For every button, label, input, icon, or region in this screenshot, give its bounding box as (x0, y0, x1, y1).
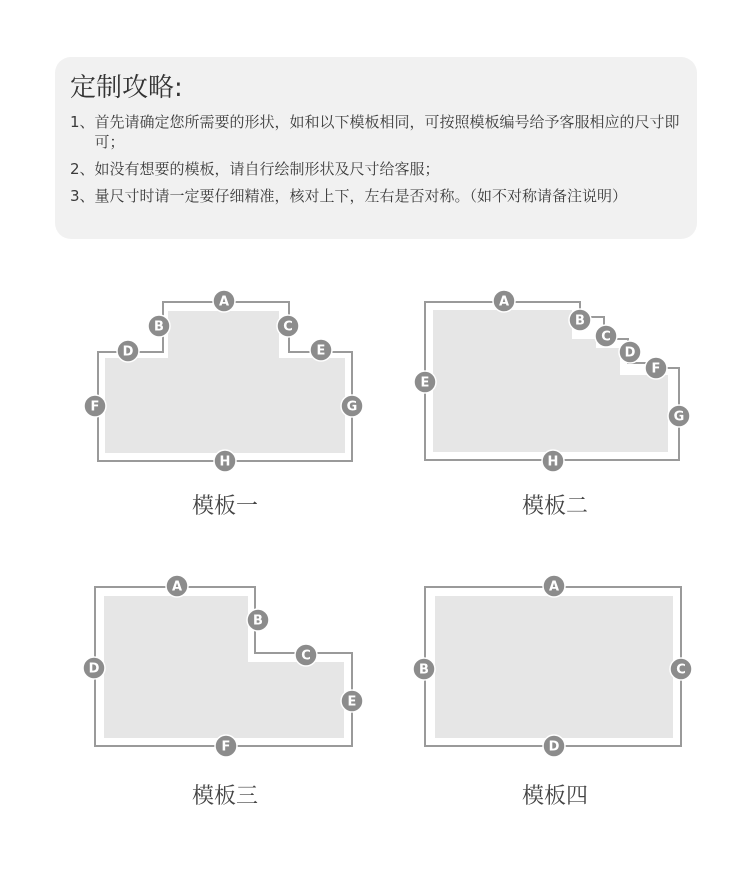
marker-letter: B (575, 313, 585, 329)
side-marker-a (213, 290, 235, 312)
template-name: 模板四 (521, 784, 589, 809)
step-text: 如没有想要的模板，请自行绘制形状及尺寸给客服； (94, 160, 440, 178)
template-name: 模板一 (191, 494, 259, 519)
marker-letter: C (676, 662, 686, 678)
marker-letter: H (219, 454, 231, 470)
side-marker-c (277, 315, 299, 337)
marker-letter: C (601, 329, 611, 345)
side-marker-c (595, 325, 617, 347)
step-number: 3、 (70, 187, 95, 205)
template-1 (84, 290, 363, 519)
marker-letter: B (419, 662, 429, 678)
side-marker-d (619, 341, 641, 363)
marker-letter: A (171, 579, 183, 595)
side-marker-g (341, 395, 363, 417)
marker-letter: A (548, 579, 560, 595)
side-marker-h (214, 450, 236, 472)
template-2 (414, 290, 690, 519)
marker-letter: G (346, 399, 358, 415)
marker-letter: D (88, 661, 100, 677)
shape-fill (433, 310, 668, 452)
side-marker-c (295, 644, 317, 666)
marker-letter: E (347, 694, 357, 710)
side-marker-a (166, 575, 188, 597)
step-number: 1、 (70, 113, 95, 131)
template-3 (83, 575, 363, 809)
marker-letter: E (420, 375, 430, 391)
marker-letter: A (218, 294, 230, 310)
side-marker-b (413, 658, 435, 680)
marker-letter: F (651, 361, 661, 377)
step-text: 首先请确定您所需要的形状，如和以下模板相同，可按照模板编号给予客服相应的尺寸即可； (94, 113, 680, 151)
marker-letter: A (498, 294, 510, 310)
shape-fill (104, 596, 344, 738)
marker-letter: E (316, 343, 326, 359)
guide-title: 定制攻略: (70, 73, 183, 103)
side-marker-b (569, 309, 591, 331)
marker-letter: H (547, 454, 559, 470)
side-marker-e (414, 371, 436, 393)
side-marker-f (215, 735, 237, 757)
step-text: 量尺寸时请一定要仔细精准，核对上下，左右是否对称。（如不对称请备注说明） (94, 187, 628, 205)
side-marker-b (247, 609, 269, 631)
side-marker-f (84, 395, 106, 417)
template-name: 模板二 (521, 494, 589, 519)
side-marker-b (148, 315, 170, 337)
template-name: 模板三 (191, 784, 259, 809)
side-marker-d (83, 657, 105, 679)
marker-letter: D (548, 739, 560, 755)
side-marker-f (645, 357, 667, 379)
marker-letter: B (253, 613, 263, 629)
side-marker-e (341, 690, 363, 712)
marker-letter: C (301, 648, 311, 664)
side-marker-g (668, 405, 690, 427)
shape-fill (105, 311, 345, 453)
side-marker-d (543, 735, 565, 757)
side-marker-a (493, 290, 515, 312)
marker-letter: F (221, 739, 231, 755)
marker-letter: D (122, 344, 134, 360)
marker-letter: G (673, 409, 685, 425)
side-marker-e (310, 339, 332, 361)
side-marker-d (117, 340, 139, 362)
side-marker-a (543, 575, 565, 597)
side-marker-c (670, 658, 692, 680)
marker-letter: D (624, 345, 636, 361)
marker-letter: C (283, 319, 293, 335)
step-number: 2、 (70, 160, 95, 178)
marker-letter: B (154, 319, 164, 335)
shape-fill (435, 596, 673, 738)
template-4 (413, 575, 692, 809)
marker-letter: F (90, 399, 100, 415)
side-marker-h (542, 450, 564, 472)
